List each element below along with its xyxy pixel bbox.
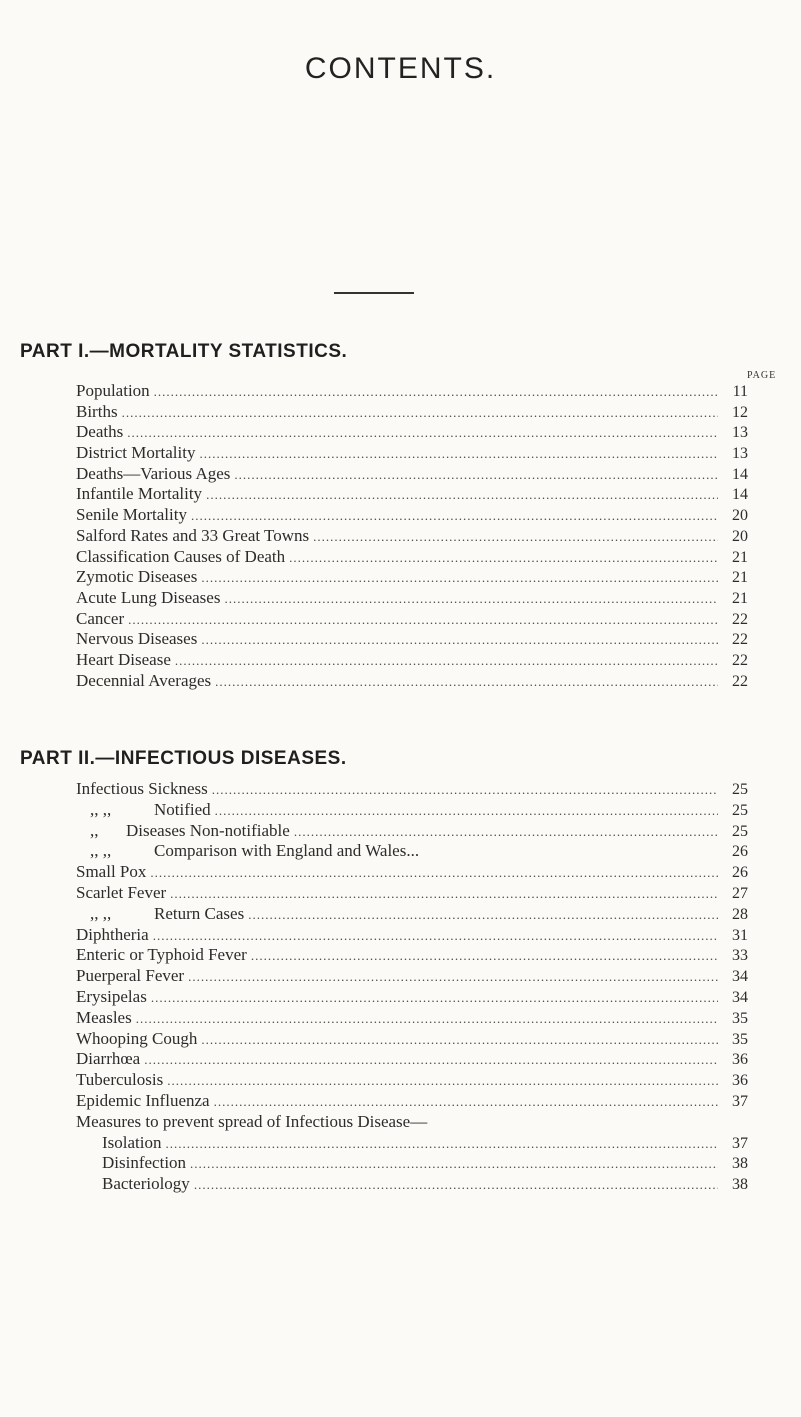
toc-entry-measles[interactable] xyxy=(76,1008,748,1029)
dot-leader xyxy=(199,444,718,464)
dot-leader xyxy=(313,527,718,547)
dot-leader xyxy=(206,485,718,505)
page-title: CONTENTS. xyxy=(304,52,497,85)
toc-entry-epidemic-influenza[interactable] xyxy=(76,1091,748,1112)
toc-entry-label: Isolation xyxy=(102,1132,162,1152)
toc-entry-page: 38 xyxy=(732,1176,748,1194)
toc-entry-tuberculosis[interactable] xyxy=(76,1070,748,1091)
part-1-heading: PART I.—MORTALITY STATISTICS. xyxy=(20,341,348,362)
toc-entry-births[interactable] xyxy=(76,402,748,423)
dot-leader xyxy=(214,1092,718,1112)
toc-entry-label: Infectious Sickness xyxy=(76,779,208,798)
toc-entry-acute-lung-diseases[interactable] xyxy=(76,588,748,609)
page-column-label: PAGE xyxy=(747,370,777,381)
toc-entry-page: 36 xyxy=(732,1072,748,1090)
dot-leader xyxy=(128,610,718,630)
dot-leader xyxy=(234,465,718,485)
toc-entry-label: Acute Lung Diseases xyxy=(76,587,221,607)
toc-entry-diseases-non-notifiable[interactable] xyxy=(76,821,748,842)
toc-entry-page: 33 xyxy=(732,947,748,965)
toc-entry-page: 14 xyxy=(732,486,748,504)
dot-leader xyxy=(194,1175,718,1195)
toc-entry-label: Heart Disease xyxy=(76,649,171,669)
toc-entry-page: 26 xyxy=(732,843,748,861)
dot-leader xyxy=(251,946,718,966)
toc-entry-decennial-averages[interactable] xyxy=(76,671,748,692)
toc-entry-page: 13 xyxy=(732,445,748,463)
toc-entry-cancer[interactable] xyxy=(76,609,748,630)
part-1-contents-list xyxy=(76,381,748,691)
toc-entry-label: Cancer xyxy=(76,608,125,628)
toc-entry-page: 26 xyxy=(732,864,748,882)
ditto-mark: ,, ,, xyxy=(90,903,112,923)
dot-leader xyxy=(151,988,718,1008)
toc-entry-page: 31 xyxy=(732,926,748,944)
toc-entry-label: Births xyxy=(76,401,118,421)
toc-entry-page: 22 xyxy=(732,672,748,690)
toc-entry-label: Small Pox xyxy=(76,862,147,882)
toc-entry-label: Whooping Cough xyxy=(76,1028,198,1048)
toc-entry-page: 20 xyxy=(732,527,748,545)
toc-entry-senile-mortality[interactable] xyxy=(76,505,748,526)
toc-entry-label: Population xyxy=(76,381,150,400)
toc-entry-label: Measures to prevent spread of Infectious Disease— xyxy=(76,1111,428,1131)
toc-entry-whooping-cough[interactable] xyxy=(76,1029,748,1050)
toc-entry-page: 22 xyxy=(732,610,748,628)
toc-entry-page: 22 xyxy=(732,651,748,669)
toc-entry-page: 38 xyxy=(732,1155,748,1173)
dot-leader xyxy=(191,506,718,526)
dot-leader xyxy=(154,382,718,402)
toc-entry-page: 13 xyxy=(732,424,748,442)
toc-entry-page: 25 xyxy=(732,822,748,840)
dot-leader xyxy=(136,1009,718,1029)
toc-entry-nervous-diseases[interactable] xyxy=(76,629,748,650)
toc-entry-label: Zymotic Diseases xyxy=(76,567,198,587)
toc-entry-page: 36 xyxy=(732,1051,748,1069)
toc-entry-page: 12 xyxy=(732,403,748,421)
dot-leader xyxy=(166,1134,719,1154)
toc-entry-page: 14 xyxy=(732,465,748,483)
toc-entry-salford-rates[interactable] xyxy=(76,526,748,547)
toc-entry-disinfection[interactable] xyxy=(76,1153,748,1174)
toc-entry-page: 35 xyxy=(732,1030,748,1048)
part-2-heading: PART II.—INFECTIOUS DISEASES. xyxy=(20,748,347,769)
dot-leader xyxy=(201,568,718,588)
toc-entry-population[interactable] xyxy=(76,381,748,402)
toc-entry-label: Infantile Mortality xyxy=(76,484,203,504)
toc-entry-zymotic-diseases[interactable] xyxy=(76,567,748,588)
toc-entry-deaths[interactable] xyxy=(76,422,748,443)
toc-entry-classification[interactable] xyxy=(76,547,748,568)
toc-entry-label: Bacteriology xyxy=(102,1174,190,1194)
dot-leader xyxy=(294,822,718,842)
dot-leader xyxy=(215,801,718,821)
dot-leader xyxy=(212,780,718,800)
toc-entry-page: 11 xyxy=(732,383,748,400)
toc-entry-page: 21 xyxy=(732,589,748,607)
toc-entry-label: Diphtheria xyxy=(76,924,149,944)
toc-entry-page: 25 xyxy=(732,801,748,819)
toc-entry-label: Classification Causes of Death xyxy=(76,546,286,566)
dot-leader xyxy=(289,548,718,568)
toc-entry-label: Notified xyxy=(154,799,211,819)
toc-entry-deaths-various-ages[interactable] xyxy=(76,464,748,485)
ditto-mark: ,, ,, xyxy=(90,799,112,819)
toc-entry-label: Puerperal Fever xyxy=(76,966,185,986)
dot-leader xyxy=(188,967,718,987)
toc-entry-label: Erysipelas xyxy=(76,986,147,1006)
dot-leader xyxy=(167,1071,718,1091)
dot-leader xyxy=(144,1050,718,1070)
dot-leader xyxy=(190,1154,718,1174)
toc-entry-diarrhoea[interactable] xyxy=(76,1049,748,1070)
toc-entry-page: 35 xyxy=(732,1009,748,1027)
toc-entry-bacteriology[interactable] xyxy=(76,1174,748,1195)
toc-entry-label: Measles xyxy=(76,1007,132,1027)
toc-entry-page: 27 xyxy=(732,884,748,902)
toc-entry-label: Nervous Diseases xyxy=(76,629,198,649)
part-2-contents-list xyxy=(76,779,748,1195)
dot-leader xyxy=(215,672,718,692)
toc-entry-label: Epidemic Influenza xyxy=(76,1090,210,1110)
toc-entry-page: 20 xyxy=(732,507,748,525)
dot-leader xyxy=(170,884,718,904)
toc-entry-page: 37 xyxy=(732,1092,748,1110)
toc-entry-page: 22 xyxy=(732,631,748,649)
dot-leader xyxy=(122,403,718,423)
toc-entry-puerperal-fever[interactable] xyxy=(76,966,748,987)
toc-entry-label: Disinfection xyxy=(102,1153,187,1173)
toc-entry-notified[interactable] xyxy=(76,800,748,821)
dot-leader xyxy=(201,630,718,650)
toc-entry-page: 25 xyxy=(732,781,748,798)
toc-entry-scarlet-fever[interactable] xyxy=(76,883,748,904)
toc-entry-label: Diseases Non-notifiable xyxy=(126,820,290,840)
toc-entry-page: 34 xyxy=(732,968,748,986)
toc-entry-infectious-sickness[interactable] xyxy=(76,779,748,800)
toc-entry-erysipelas[interactable] xyxy=(76,987,748,1008)
toc-entry-label: Decennial Averages xyxy=(76,670,212,690)
toc-entry-page: 28 xyxy=(732,905,748,923)
dot-leader xyxy=(127,423,718,443)
toc-entry-label: Comparison with England and Wales... xyxy=(154,841,420,861)
toc-entry-label: District Mortality xyxy=(76,443,196,463)
toc-entry-diphtheria[interactable] xyxy=(76,925,748,946)
toc-entry-small-pox[interactable] xyxy=(76,862,748,883)
toc-entry-label: Enteric or Typhoid Fever xyxy=(76,945,247,965)
toc-entry-heart-disease[interactable] xyxy=(76,650,748,671)
toc-entry-label: Tuberculosis xyxy=(76,1070,164,1090)
toc-entry-return-cases[interactable] xyxy=(76,904,748,925)
dot-leader xyxy=(153,926,718,946)
toc-entry-page: 34 xyxy=(732,988,748,1006)
toc-entry-page: 21 xyxy=(732,569,748,587)
toc-entry-page: 37 xyxy=(732,1134,748,1152)
dot-leader xyxy=(248,905,718,925)
toc-entry-page: 21 xyxy=(732,548,748,566)
dot-leader xyxy=(175,651,718,671)
toc-entry-label: Salford Rates and 33 Great Towns xyxy=(76,525,310,545)
toc-entry-district-mortality[interactable] xyxy=(76,443,748,464)
dot-leader xyxy=(150,863,718,883)
toc-entry-label: Scarlet Fever xyxy=(76,882,167,902)
toc-entry-infantile-mortality[interactable] xyxy=(76,484,748,505)
title-rule xyxy=(334,292,414,294)
toc-entry-measures-heading xyxy=(76,1112,748,1133)
dot-leader xyxy=(201,1030,718,1050)
toc-entry-label: Deaths—Various Ages xyxy=(76,463,231,483)
toc-entry-enteric-fever[interactable] xyxy=(76,945,748,966)
ditto-mark: ,, xyxy=(90,820,99,840)
toc-entry-label: Deaths xyxy=(76,422,124,442)
ditto-mark: ,, ,, xyxy=(90,841,112,861)
toc-entry-isolation[interactable] xyxy=(76,1133,748,1154)
toc-entry-label: Senile Mortality xyxy=(76,505,187,525)
toc-entry-label: Diarrhœa xyxy=(76,1049,141,1069)
toc-entry-label: Return Cases xyxy=(154,903,245,923)
toc-entry-comparison[interactable] xyxy=(76,841,748,862)
dot-leader xyxy=(224,589,718,609)
